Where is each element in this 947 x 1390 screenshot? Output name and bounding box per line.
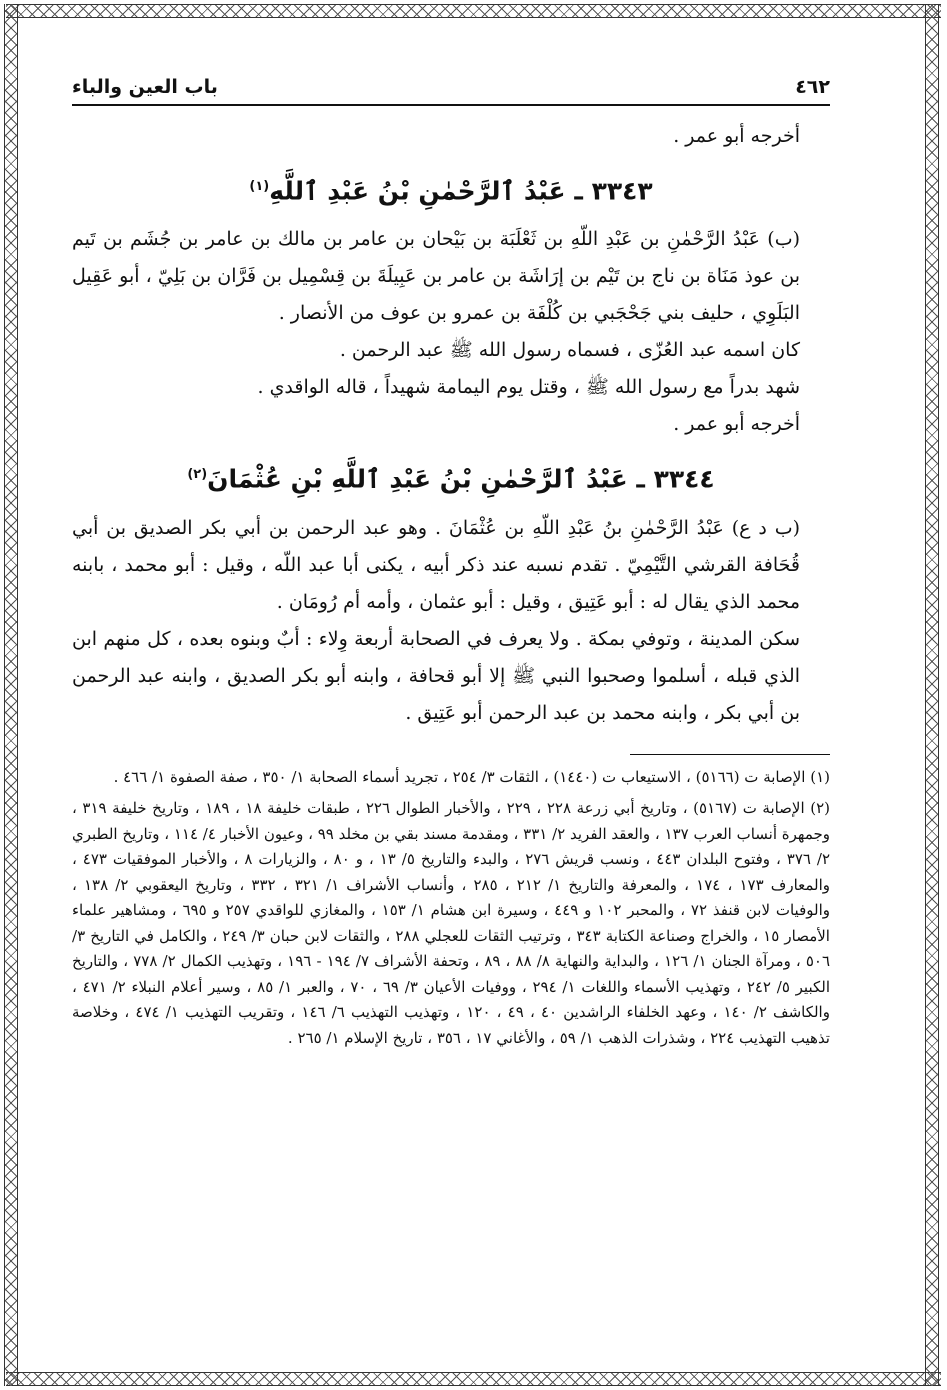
footnote: (١) الإصابة ت (٥١٦٦) ، الاستيعاب ت (١٤٤٠) ، الثقات ٣/ ٢٥٤ ، تجريد أسماء الصحابة ١/ ٣٥٠ ، صفة الصفوة ١/ ٤٦٦ . bbox=[113, 767, 830, 786]
footnotes bbox=[72, 765, 830, 1052]
page-border-bottom bbox=[6, 1372, 941, 1386]
paragraph: أخرجه أبو عمر . bbox=[673, 413, 800, 436]
page bbox=[72, 70, 830, 1057]
footnote-ref: (١) bbox=[249, 179, 270, 194]
page-border-left bbox=[4, 4, 18, 1386]
page-number: ٤٦٢ bbox=[795, 76, 830, 98]
body-text bbox=[72, 118, 830, 732]
paragraph: (ب د ع) عَبْدُ الرَّحْمٰنِ بنُ عَبْدِ اللّهِ بن عُثْمَانَ . وهو عبد الرحمن بن أبي بكر الصديق بن أبي قُحَافة القرشي التَّيْمِيّ . تقدم نسبه عند ذكر أبيه ، يكنى أبا عبد اللّه ، وقيل : أبو محمد ، بابنه محمد الذي يقال له : أبو عَتِيق ، وقيل : أبو عثمان ، وأمه أم رُومَان . bbox=[72, 516, 800, 613]
paragraph: كان اسمه عبد العُزّى ، فسماه رسول الله ﷺ عبد الرحمن . bbox=[339, 339, 800, 362]
paragraph: (ب) عَبْدُ الرَّحْمٰنِ بن عَبْدِ اللّهِ بن ثَعْلَبَة بن بَيْحان بن عامر بن مالك بن عامر بن جُشَم بن تَيم بن عوذ مَنَاة بن ناج بن تَيْم بن إرَاشَة بن عامر بن عَبِيلَةَ بن قِسْمِيل بن فَرَّان بن بَلِيّ ، أبو عَقِيل البَلَوِي ، حليف بني جَحْجَبي بن كُلْفَة بن عمرو بن عوف من الأنصار . bbox=[72, 228, 801, 325]
entry-title bbox=[72, 447, 830, 507]
page-border-right bbox=[925, 4, 939, 1386]
entry-title-text: ٣٣٤٣ ـ عَبْدُ ٱلرَّحْمٰنِ بْنُ عَبْدِ ٱللَّهِ bbox=[269, 176, 653, 206]
running-header bbox=[72, 70, 830, 106]
paragraph: شهد بدراً مع رسول الله ﷺ ، وقتل يوم اليمامة شهيداً ، قاله الواقدي . bbox=[257, 376, 800, 399]
paragraph: أخرجه أبو عمر . bbox=[673, 125, 800, 147]
footnote: (٢) الإصابة ت (٥١٦٧) ، وتاريخ أبي زرعة ٢٢٨ ، ٢٢٩ ، والأخبار الطوال ٢٢٦ ، طبقات خليفة ١٨ ، ١٨٩ ، وتاريخ خليفة ٣١٩ ، وجمهرة أنساب العرب ١٣٧ ، والعقد الفريد ٢/ ٣٣١ ، ومقدمة مسند بقي بن مخلد ٩٩ ، وعيون الأخبار ٤/ ١١٤ ، وتاريخ الطبري ٢/ ٣٧٦ ، وفتوح البلدان ٤٤٣ ، ونسب قريش ٢٧٦ ، والبدء والتاريخ ٥/ ١٣ ، و ٨٠ ، والزيارات ٨ ، والأخبار الموفقيات ٤٧٣ ، والمعارف ١٧٣ ، ١٧٤ ، والمعرفة والتاريخ ١/ ٢١٢ ، ٢٨٥ ، وأنساب الأشراف ١/ ٣٢١ ، ٣٣٢ ، وتاريخ اليعقوبي ٢/ ١٣٨ ، والوفيات لابن قنفذ ٧٢ ، والمحبر ١٠٢ و ٤٤٩ ، وسيرة ابن هشام ١/ ١٥٣ ، والمغازي للواقدي ٢٥٧ و ٦٩٥ ، ومشاهير علماء الأمصار ١٥ ، والخراج وصناعة الكتابة ٣٤٣ ، وترتيب الثقات للعجلي ٢٨٨ ، والثقات لابن حبان ٣/ ٢٤٩ ، والكامل في التاريخ ٣/ ٥٠٦ ، ومرآة الجنان ١/ ١٢٦ ، والبداية والنهاية ٨/ ٨٨ ، ٨٩ ، وتحفة الأشراف ٧/ ١٩٤ - ١٩٦ ، وتهذيب الكمال ٢/ ٧٧٨ ، والتاريخ الكبير ٥/ ٢٤٢ ، وتهذيب الأسماء واللغات ١/ ٢٩٤ ، ووفيات الأعيان ٣/ ٦٩ ، ٧٠ ، والعبر ١/ ٨٥ ، وسير أعلام النبلاء ٢/ ٤٧١ ، والكاشف ٢/ ١٤٠ ، وعهد الخلفاء الراشدين ٤٠ ، ٤٩ ، ١٢٠ ، وتهذيب التهذيب ٦/ ١٤٦ ، وتقريب التهذيب ١/ ٤٧٤ ، وخلاصة تذهيب التهذيب ٢٢٤ ، وشذرات الذهب ١/ ٥٩ ، والأغاني ١٧ ، ٣٥٦ ، تاريخ الإسلام ١/ ٢٦٥ . bbox=[72, 799, 831, 1047]
entry-title bbox=[72, 159, 830, 219]
footnote-separator bbox=[630, 754, 830, 755]
chapter-title: باب العين والباء bbox=[72, 76, 218, 98]
paragraph: سكن المدينة ، وتوفي بمكة . ولا يعرف في الصحابة أربعة وِلاء : أبٌ وبنوه بعده ، كل منهم ابن الذي قبله ، أسلموا وصحبوا النبي ﷺ إلا أبو قحافة ، وابنه أبو بكر الصديق ، وابنه عبد الرحمن بن أبي بكر ، وابنه محمد بن عبد الرحمن أبو عَتِيق . bbox=[72, 627, 800, 724]
footnote-ref: (٢) bbox=[187, 467, 208, 483]
page-border-top bbox=[6, 4, 941, 18]
entry-title-text: ٣٣٤٤ ـ عَبْدُ ٱلرَّحْمٰنِ بْنُ عَبْدِ ٱللَّهِ بْنِ عُثْمَانَ bbox=[207, 464, 715, 494]
